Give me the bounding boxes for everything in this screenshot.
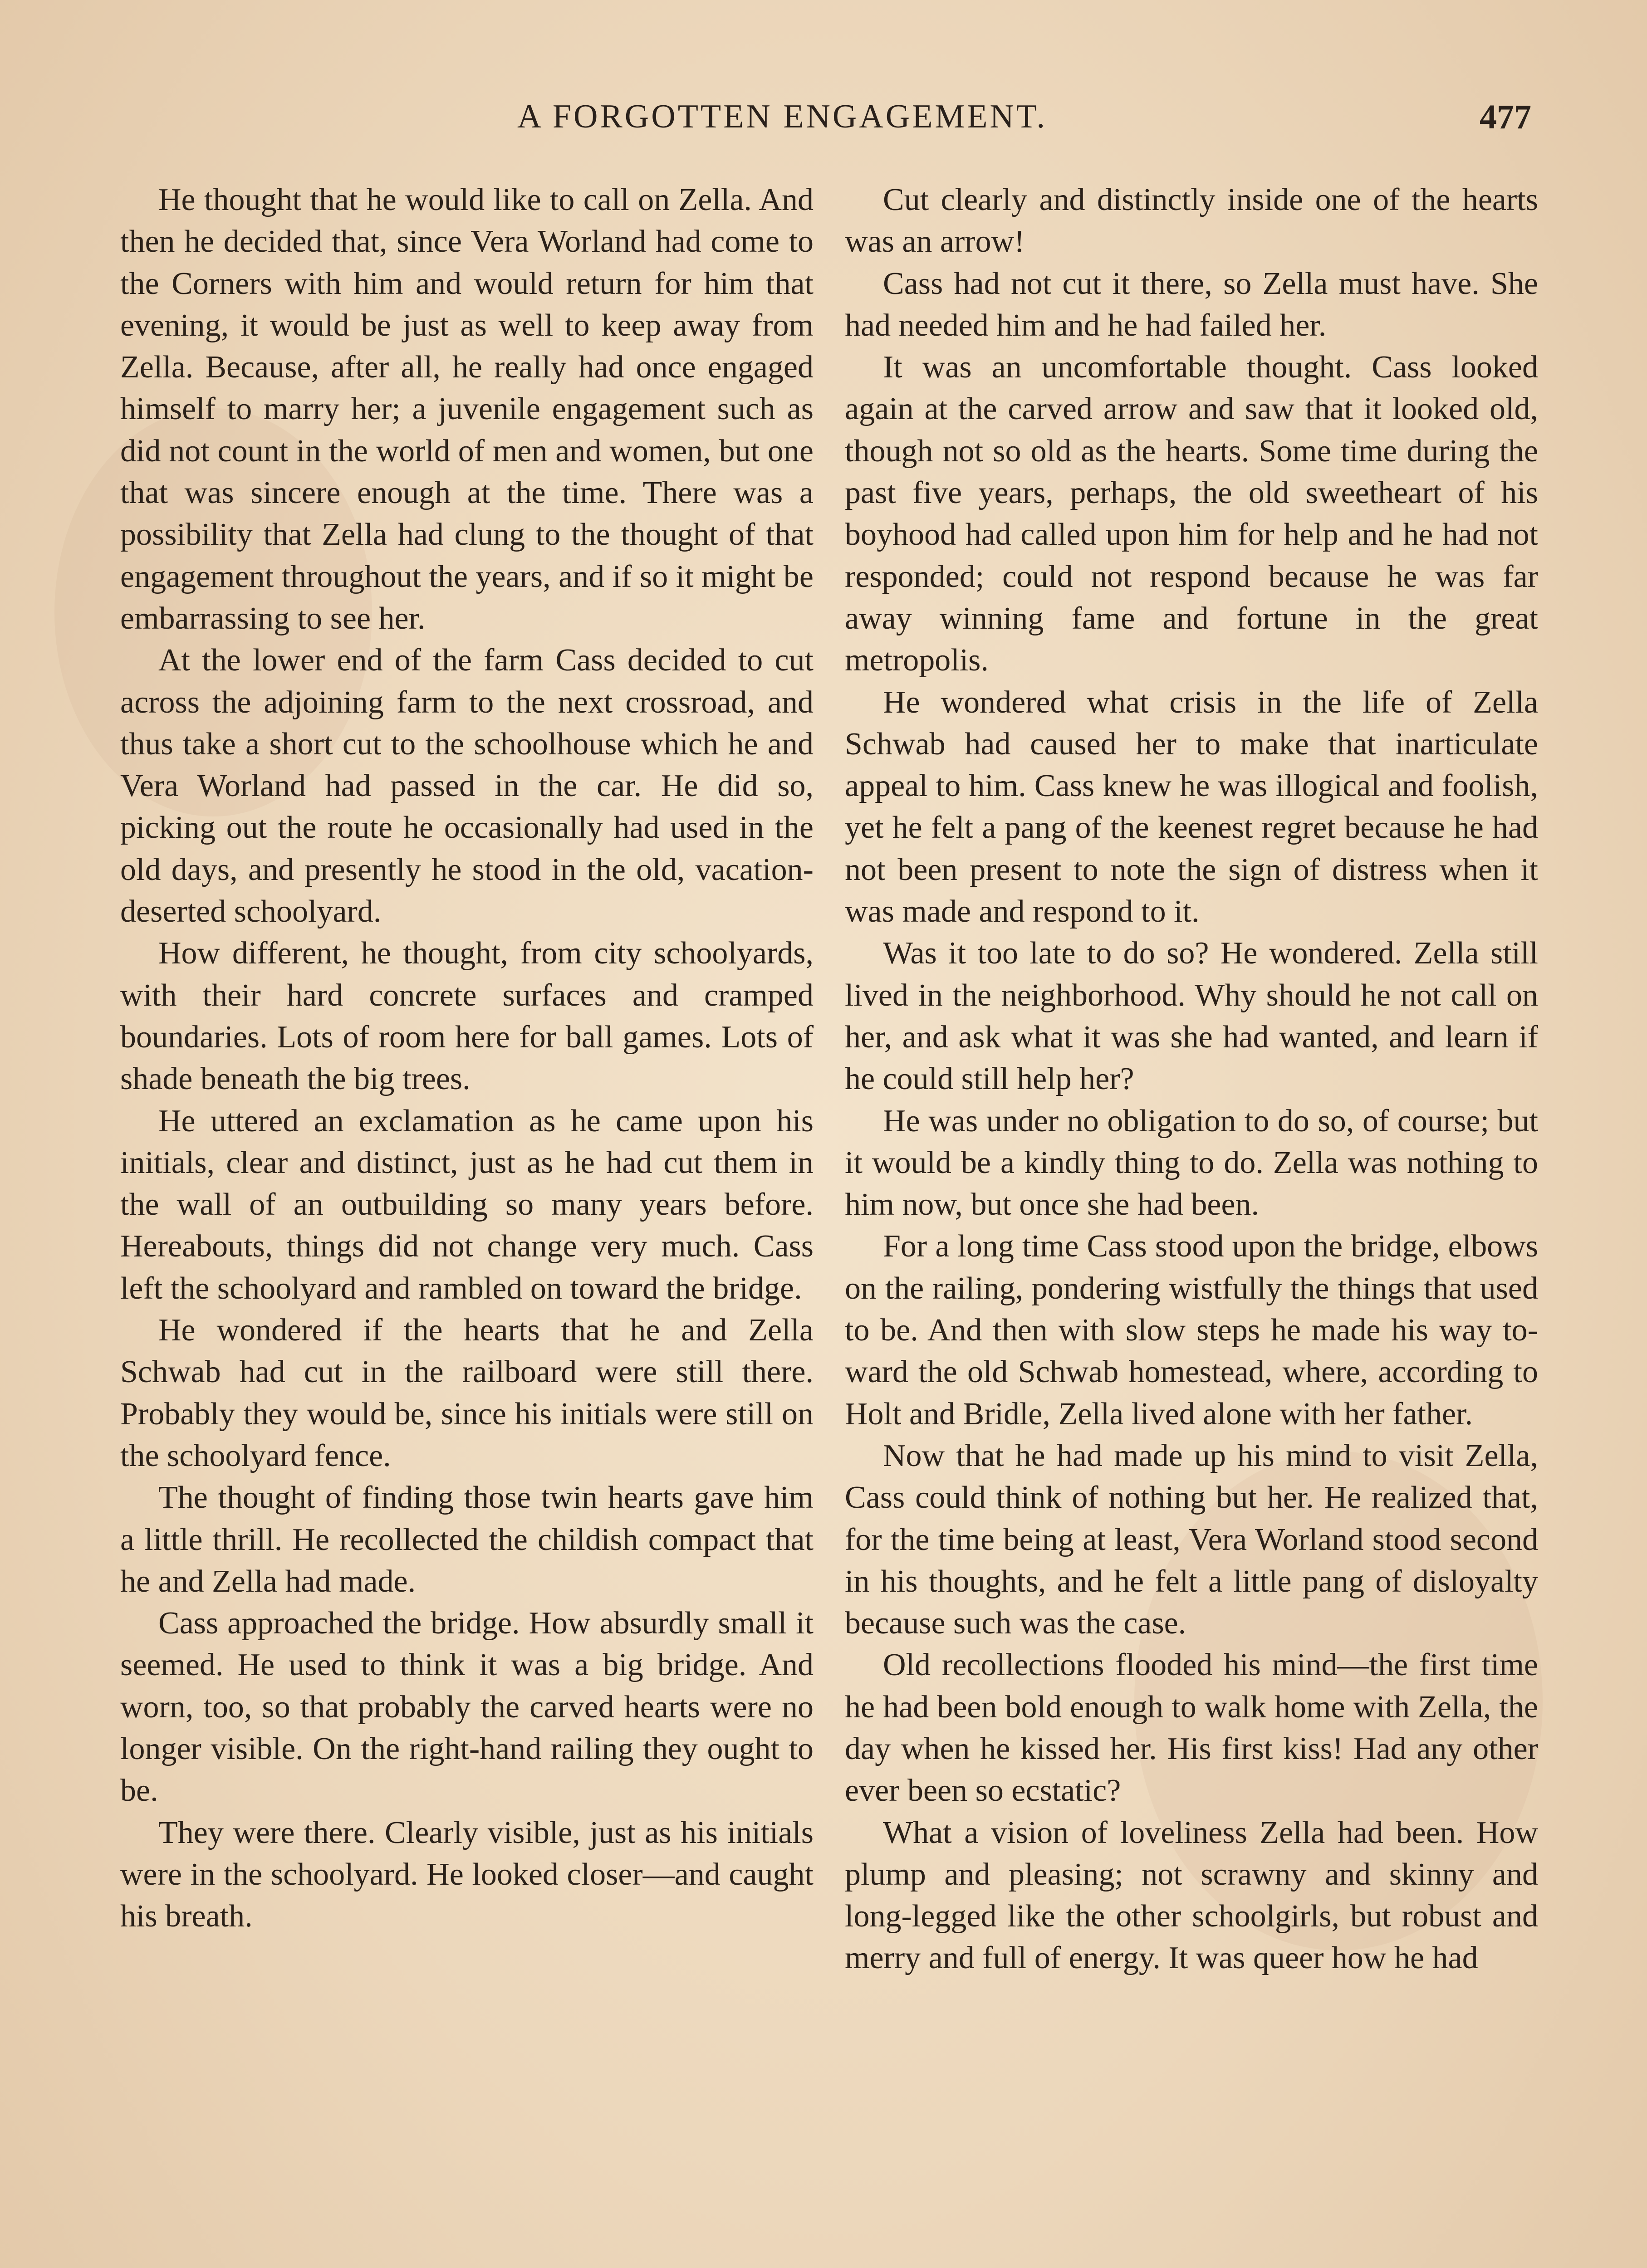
paragraph: The thought of finding those twin hearts gave him a little thrill. He recollected the childish compact that he and Zella had made.: [120, 1480, 814, 1599]
paragraph: Cass approached the bridge. How absurdly small it seemed. He used to think it was a big bridge. And worn, too, so that probably the carved hearts were no longer visible. On the right-hand railing they ought to be.: [120, 1606, 814, 1809]
paragraph: For a long time Cass stood upon the bridge, elbows on the railing, pondering wistfully the things that used to be. And then with slow steps he made his way toward the old Schwab homestead, where, according to Holt and Bridle, Zella lived alone with her father.: [845, 1229, 1538, 1432]
paragraph: He uttered an exclamation as he came upon his initials, clear and distinct, just as he had cut them in the wall of an outbuilding so many years before. Hereabouts, things did not change very much. Cass left the schoolyard and rambled on toward the bridge.: [120, 1103, 814, 1306]
page-number: 477: [1480, 98, 1531, 136]
left-text-column: [120, 179, 814, 1937]
running-header: [0, 98, 1647, 152]
paragraph: What a vision of loveliness Zella had been. How plump and pleasing; not scrawny and skinny and long-legged like the other schoolgirls, but robust and merry and full of energy. It was queer how he had: [845, 1815, 1538, 1976]
paragraph: It was an uncomfortable thought. Cass looked again at the carved arrow and saw that it looked old, though not so old as the hearts. Some time during the past five years, perhaps, the old sweetheart of his boyhood had called upon him for help and he had not responded; could not respond because he was far away winning fame and fortune in the great metropolis.: [845, 350, 1538, 678]
paragraph: He was under no obligation to do so, of course; but it would be a kindly thing to do. Zella was nothing to him now, but once she had been.: [845, 1103, 1538, 1222]
paragraph: Old recollections flooded his mind—the first time he had been bold enough to walk home with Zella, the day when he kissed her. His first kiss! Had any other ever been so ecstatic?: [845, 1647, 1538, 1809]
paragraph: Cut clearly and distinctly inside one of the hearts was an arrow!: [845, 182, 1538, 259]
paragraph: Now that he had made up his mind to visit Zella, Cass could think of nothing but her. He realized that, for the time being at least, Vera Worland stood second in his thoughts, and he felt a little pang of disloyalty because such was the case.: [845, 1438, 1538, 1641]
paragraph: Cass had not cut it there, so Zella must have. She had needed him and he had failed her.: [845, 266, 1538, 343]
paragraph: Was it too late to do so? He wondered. Zella still lived in the neighborhood. Why should he not call on her, and ask what it was she had wanted, and learn if he could still help her?: [845, 936, 1538, 1097]
paragraph: At the lower end of the farm Cass decided to cut across the adjoining farm to the next crossroad, and thus take a short cut to the schoolhouse which he and Vera Worland had passed in the car. He did so, picking out the route he occasionally had used in the old days, and presently he stood in the old, vacation-deserted schoolyard.: [120, 643, 814, 929]
paragraph: How different, he thought, from city schoolyards, with their hard concrete surfaces and cramped boundaries. Lots of room here for ball games. Lots of shade beneath the big trees.: [120, 936, 814, 1097]
right-text-column: [845, 179, 1538, 1980]
paragraph: He wondered what crisis in the life of Zella Schwab had caused her to make that inarticulate appeal to him. Cass knew he was illogical and foolish, yet he felt a pang of the keenest regret because he had not been present to note the sign of distress when it was made and respond to it.: [845, 684, 1538, 929]
running-title: A FORGOTTEN ENGAGEMENT.: [517, 98, 1048, 135]
paragraph: He wondered if the hearts that he and Zella Schwab had cut in the railboard were still there. Probably they would be, since his initials were still on the schoolyard fence.: [120, 1313, 814, 1473]
paragraph: He thought that he would like to call on Zella. And then he decided that, since Vera Worland had come to the Corners with him and would return for him that evening, it would be just as well to keep away from Zella. Because, after all, he really had once engaged himself to marry her; a juvenile engagement such as did not count in the world of men and women, but one that was sincere enough at the time. There was a possibility that Zella had clung to the thought of that engagement throughout the years, and if so it might be embarrassing to see her.: [120, 182, 814, 636]
paragraph: They were there. Clearly visible, just as his initials were in the schoolyard. He looked closer—and caught his breath.: [120, 1815, 814, 1934]
